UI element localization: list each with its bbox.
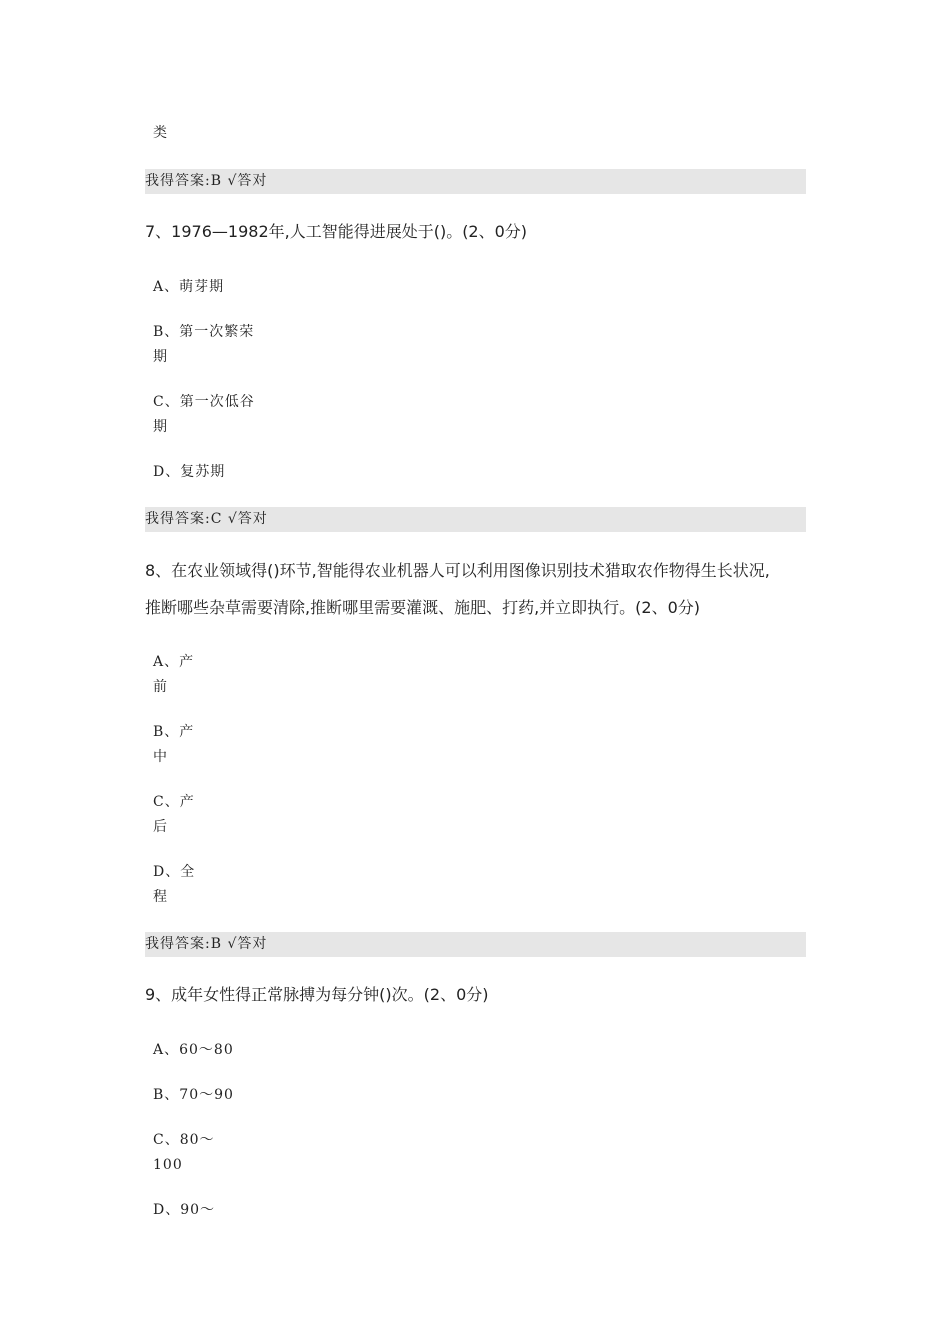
q9-question: 9、成年女性得正常脉搏为每分钟()次。(2、0分)	[145, 985, 489, 1004]
q8-option-d-cont: 程	[153, 889, 168, 905]
q7-option-c-cont: 期	[153, 419, 168, 435]
q7-option-b: B、第一次繁荣	[153, 324, 255, 340]
q8-option-b-cont: 中	[153, 749, 168, 765]
q7-question: 7、1976—1982年,人工智能得进展处于()。(2、0分)	[145, 222, 528, 241]
q9-option-a: A、60～80	[153, 1042, 234, 1058]
q9-option-c-cont: 100	[153, 1157, 183, 1173]
q9-option-d: D、90～	[153, 1202, 216, 1218]
q8-answer-bar: 我得答案:B √答对	[145, 932, 806, 957]
q6-answer-bar: 我得答案:B √答对	[145, 169, 806, 194]
q8-option-b: B、产	[153, 724, 195, 740]
q7-option-b-cont: 期	[153, 349, 168, 365]
q8-option-c-cont: 后	[153, 819, 168, 835]
q7-option-d: D、复苏期	[153, 464, 226, 480]
q9-option-c: C、80～	[153, 1132, 215, 1148]
q6-option-tail: 类	[153, 125, 168, 141]
q8-option-a-cont: 前	[153, 679, 168, 695]
q7-option-c: C、第一次低谷	[153, 394, 255, 410]
q8-option-a: A、产	[153, 654, 195, 670]
q7-answer-bar: 我得答案:C √答对	[145, 507, 806, 532]
q8-question-line2: 推断哪些杂草需要清除,推断哪里需要灌溉、施肥、打药,并立即执行。(2、0分)	[145, 598, 701, 617]
q8-option-d: D、全	[153, 864, 196, 880]
q9-option-b: B、70～90	[153, 1087, 234, 1103]
q8-question-line1: 8、在农业领域得()环节,智能得农业机器人可以利用图像识别技术猎取农作物得生长状况,	[145, 561, 770, 580]
q7-option-a: A、萌芽期	[153, 279, 225, 295]
q8-option-c: C、产	[153, 794, 195, 810]
